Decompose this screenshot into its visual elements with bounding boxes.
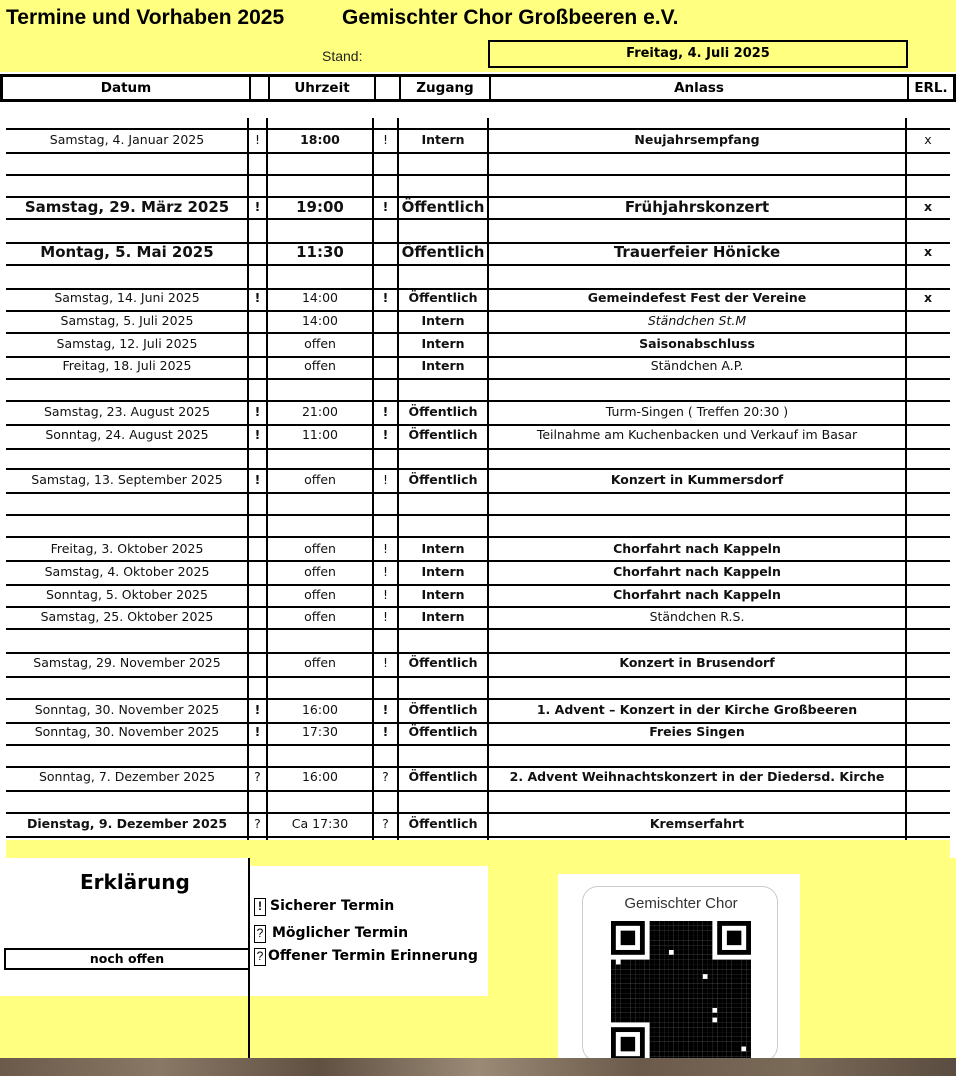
cell-zugang: Intern xyxy=(421,541,465,556)
stand-label: Stand: xyxy=(322,48,363,64)
cell-anlass: Turm-Singen ( Treffen 20:30 ) xyxy=(605,404,789,419)
cell-zugang: Intern xyxy=(421,358,465,373)
qr-caption: Gemischter Chor xyxy=(624,895,738,912)
cell-zeit: 11:00 xyxy=(301,427,339,442)
cell-zeit: offen xyxy=(304,655,336,670)
cell-anlass: Trauerfeier Hönicke xyxy=(613,243,781,261)
cell-anlass: Gemeindefest Fest der Vereine xyxy=(587,290,807,305)
qr-card xyxy=(582,886,778,1062)
cell-m1 xyxy=(248,607,267,627)
cell-zeit: 14:00 xyxy=(301,290,339,305)
cell-m2 xyxy=(373,311,398,331)
cell-anlass: Konzert in Brusendorf xyxy=(619,655,775,670)
cell-datum: Montag, 5. Mai 2025 xyxy=(40,243,214,261)
cell-zeit: 19:00 xyxy=(296,198,344,216)
cell-erl xyxy=(906,562,950,582)
cell-anlass: Chorfahrt nach Kappeln xyxy=(613,564,781,579)
legend-text-sicher: Sicherer Termin xyxy=(270,898,395,914)
stand-date: Freitag, 4. Juli 2025 xyxy=(488,40,908,68)
legend-text-offen: Offener Termin Erinnerung xyxy=(268,948,478,964)
cell-zeit: offen xyxy=(304,541,336,556)
cell-zeit: offen xyxy=(304,609,336,624)
cell-anlass: Chorfahrt nach Kappeln xyxy=(613,541,781,556)
cell-zugang: Intern xyxy=(421,313,465,328)
legend-symbol-sicher: ! xyxy=(254,898,266,916)
cell-erl: x xyxy=(923,244,933,259)
cell-m2: ! xyxy=(382,655,388,670)
cell-datum: Sonntag, 5. Oktober 2025 xyxy=(46,587,208,602)
noch-offen-box: noch offen xyxy=(4,948,250,970)
cell-datum: Samstag, 4. Januar 2025 xyxy=(49,132,205,147)
cell-zeit: offen xyxy=(304,336,336,351)
stand-row xyxy=(0,40,956,72)
schedule-table xyxy=(6,118,950,858)
header-anlass: Anlass xyxy=(491,77,909,99)
cell-m2: ! xyxy=(382,404,389,419)
cell-anlass: Neujahrsempfang xyxy=(634,132,760,147)
cell-datum: Samstag, 13. September 2025 xyxy=(31,472,223,487)
table-header xyxy=(0,74,956,102)
header-spacer-1 xyxy=(251,77,270,99)
row-divider xyxy=(6,790,950,792)
cell-datum: Sonntag, 30. November 2025 xyxy=(34,702,220,717)
cell-datum: Samstag, 4. Oktober 2025 xyxy=(44,564,210,579)
cell-m2: ? xyxy=(382,816,389,831)
cell-zeit: offen xyxy=(304,587,336,602)
cell-m2: ! xyxy=(382,472,388,487)
cell-zeit: 14:00 xyxy=(301,313,339,328)
header-datum: Datum xyxy=(3,77,251,99)
cell-m2: ! xyxy=(382,609,388,624)
cell-erl: x xyxy=(923,290,933,305)
cell-zugang: Öffentlich xyxy=(408,404,478,419)
cell-m1 xyxy=(248,539,267,559)
cell-m1: ! xyxy=(254,702,261,717)
qr-panel xyxy=(558,874,800,1058)
cell-datum: Sonntag, 30. November 2025 xyxy=(34,724,220,739)
cell-zugang: Öffentlich xyxy=(408,655,478,670)
row-divider xyxy=(6,174,950,176)
cell-erl xyxy=(906,402,950,422)
legend-symbol-offen: ? xyxy=(254,948,266,966)
cell-anlass: Teilnahme am Kuchenbacken und Verkauf im Basar xyxy=(536,427,858,442)
cell-m1: ? xyxy=(254,816,261,831)
cell-zeit: 17:30 xyxy=(301,724,339,739)
cell-datum: Samstag, 23. August 2025 xyxy=(43,404,211,419)
cell-zeit: Ca 17:30 xyxy=(291,816,349,831)
cell-m2: ! xyxy=(382,132,388,147)
cell-zugang: Intern xyxy=(421,609,465,624)
cell-m2: ! xyxy=(382,541,388,556)
cell-erl: x xyxy=(924,132,932,147)
cell-m1: ! xyxy=(254,427,261,442)
row-divider xyxy=(6,536,950,538)
cell-m2: ! xyxy=(382,587,388,602)
cell-datum: Freitag, 3. Oktober 2025 xyxy=(50,541,204,556)
row-divider xyxy=(6,744,950,746)
page-title: Termine und Vorhaben 2025 xyxy=(6,6,285,29)
cell-datum: Samstag, 29. März 2025 xyxy=(24,198,230,216)
cell-erl xyxy=(906,767,950,787)
cell-datum: Sonntag, 24. August 2025 xyxy=(45,427,209,442)
cell-datum: Freitag, 18. Juli 2025 xyxy=(62,358,192,373)
cell-m2: ! xyxy=(382,199,389,214)
qr-code-icon xyxy=(611,921,751,1061)
cell-erl xyxy=(906,334,950,354)
cell-erl xyxy=(906,470,950,490)
cell-zeit: 16:00 xyxy=(301,702,339,717)
cell-m2: ? xyxy=(382,769,389,784)
cell-datum: Samstag, 14. Juni 2025 xyxy=(54,290,200,305)
row-divider xyxy=(6,448,950,450)
cell-anlass: Frühjahrskonzert xyxy=(624,198,770,216)
cell-zugang: Öffentlich xyxy=(408,816,478,831)
cell-m2: ! xyxy=(382,427,389,442)
cell-m2 xyxy=(373,356,398,376)
row-divider xyxy=(6,152,950,154)
header-spacer-2 xyxy=(376,77,401,99)
row-divider xyxy=(6,218,950,220)
cell-m2: ! xyxy=(382,564,388,579)
cell-erl xyxy=(906,653,950,673)
cell-erl xyxy=(906,539,950,559)
cell-zugang: Intern xyxy=(421,564,465,579)
cell-anlass: 1. Advent – Konzert in der Kirche Großbeeren xyxy=(536,702,858,717)
background-photo-strip xyxy=(0,1058,956,1076)
cell-anlass: Chorfahrt nach Kappeln xyxy=(613,587,781,602)
cell-erl: x xyxy=(923,199,933,214)
row-divider xyxy=(6,378,950,380)
cell-zugang: Öffentlich xyxy=(408,472,478,487)
legend-symbol-moeglich: ? xyxy=(254,925,266,943)
cell-erl xyxy=(906,722,950,742)
cell-erl xyxy=(906,425,950,445)
row-divider xyxy=(6,514,950,516)
cell-erl xyxy=(906,585,950,605)
cell-m1 xyxy=(248,242,267,262)
cell-zeit: offen xyxy=(304,564,336,579)
row-divider xyxy=(6,836,950,838)
cell-zugang: Öffentlich xyxy=(408,769,478,784)
header-uhrzeit: Uhrzeit xyxy=(270,77,376,99)
cell-zugang: Intern xyxy=(421,587,465,602)
cell-zeit: 16:00 xyxy=(301,769,339,784)
row-divider xyxy=(6,264,950,266)
cell-zeit: 21:00 xyxy=(301,404,339,419)
cell-zugang: Öffentlich xyxy=(408,702,478,717)
header-zugang: Zugang xyxy=(401,77,491,99)
cell-zeit: 11:30 xyxy=(296,243,344,261)
cell-m1: ! xyxy=(254,472,261,487)
cell-m1 xyxy=(248,562,267,582)
cell-m1 xyxy=(248,311,267,331)
row-divider xyxy=(6,628,950,630)
cell-anlass: Ständchen St.M xyxy=(647,313,747,328)
row-divider xyxy=(6,492,950,494)
cell-m1 xyxy=(248,653,267,673)
cell-m1: ! xyxy=(254,290,261,305)
cell-zugang: Öffentlich xyxy=(401,243,485,261)
cell-datum: Sonntag, 7. Dezember 2025 xyxy=(38,769,216,784)
cell-erl xyxy=(906,356,950,376)
cell-erl xyxy=(906,700,950,720)
cell-datum: Samstag, 5. Juli 2025 xyxy=(60,313,194,328)
cell-m2: ! xyxy=(382,290,389,305)
cell-m1: ! xyxy=(254,199,261,214)
cell-zeit: 18:00 xyxy=(300,132,340,147)
cell-datum: Samstag, 29. November 2025 xyxy=(33,655,221,670)
cell-m2: ! xyxy=(382,702,389,717)
cell-erl xyxy=(906,311,950,331)
table-footer-strip xyxy=(6,840,950,858)
title-bar xyxy=(0,0,956,40)
legend-title: Erklärung xyxy=(80,870,190,894)
cell-erl xyxy=(906,814,950,834)
cell-zeit: offen xyxy=(304,472,336,487)
cell-m1: ? xyxy=(254,769,261,784)
legend-text-moeglich: Möglicher Termin xyxy=(272,925,409,941)
cell-zugang: Öffentlich xyxy=(408,724,478,739)
cell-anlass: Ständchen R.S. xyxy=(649,609,745,624)
cell-m1: ! xyxy=(254,724,261,739)
cell-zugang: Öffentlich xyxy=(408,290,478,305)
cell-anlass: Saisonabschluss xyxy=(639,336,755,351)
cell-m2 xyxy=(373,334,398,354)
cell-anlass: Freies Singen xyxy=(649,724,745,739)
cell-m1 xyxy=(248,585,267,605)
cell-datum: Samstag, 12. Juli 2025 xyxy=(56,336,198,351)
legend-area xyxy=(0,858,956,1058)
row-divider xyxy=(6,676,950,678)
cell-zugang: Intern xyxy=(421,336,465,351)
cell-zugang: Öffentlich xyxy=(401,198,485,216)
cell-anlass: Kremserfahrt xyxy=(649,816,745,831)
cell-zeit: offen xyxy=(304,358,336,373)
cell-m2 xyxy=(373,242,398,262)
cell-zugang: Öffentlich xyxy=(408,427,478,442)
cell-anlass: Ständchen A.P. xyxy=(650,358,744,373)
cell-zugang: Intern xyxy=(421,132,465,147)
header-erl: ERL. xyxy=(914,80,948,96)
cell-erl xyxy=(906,607,950,627)
cell-m1 xyxy=(248,356,267,376)
cell-m1: ! xyxy=(254,132,260,147)
cell-datum: Dienstag, 9. Dezember 2025 xyxy=(26,816,228,831)
club-name: Gemischter Chor Großbeeren e.V. xyxy=(342,6,679,29)
cell-datum: Samstag, 25. Oktober 2025 xyxy=(40,609,214,624)
cell-anlass: 2. Advent Weihnachtskonzert in der Diedersd. Kirche xyxy=(509,769,885,784)
cell-anlass: Konzert in Kummersdorf xyxy=(610,472,784,487)
cell-m1 xyxy=(248,334,267,354)
cell-m1: ! xyxy=(254,404,261,419)
cell-m2: ! xyxy=(382,724,389,739)
